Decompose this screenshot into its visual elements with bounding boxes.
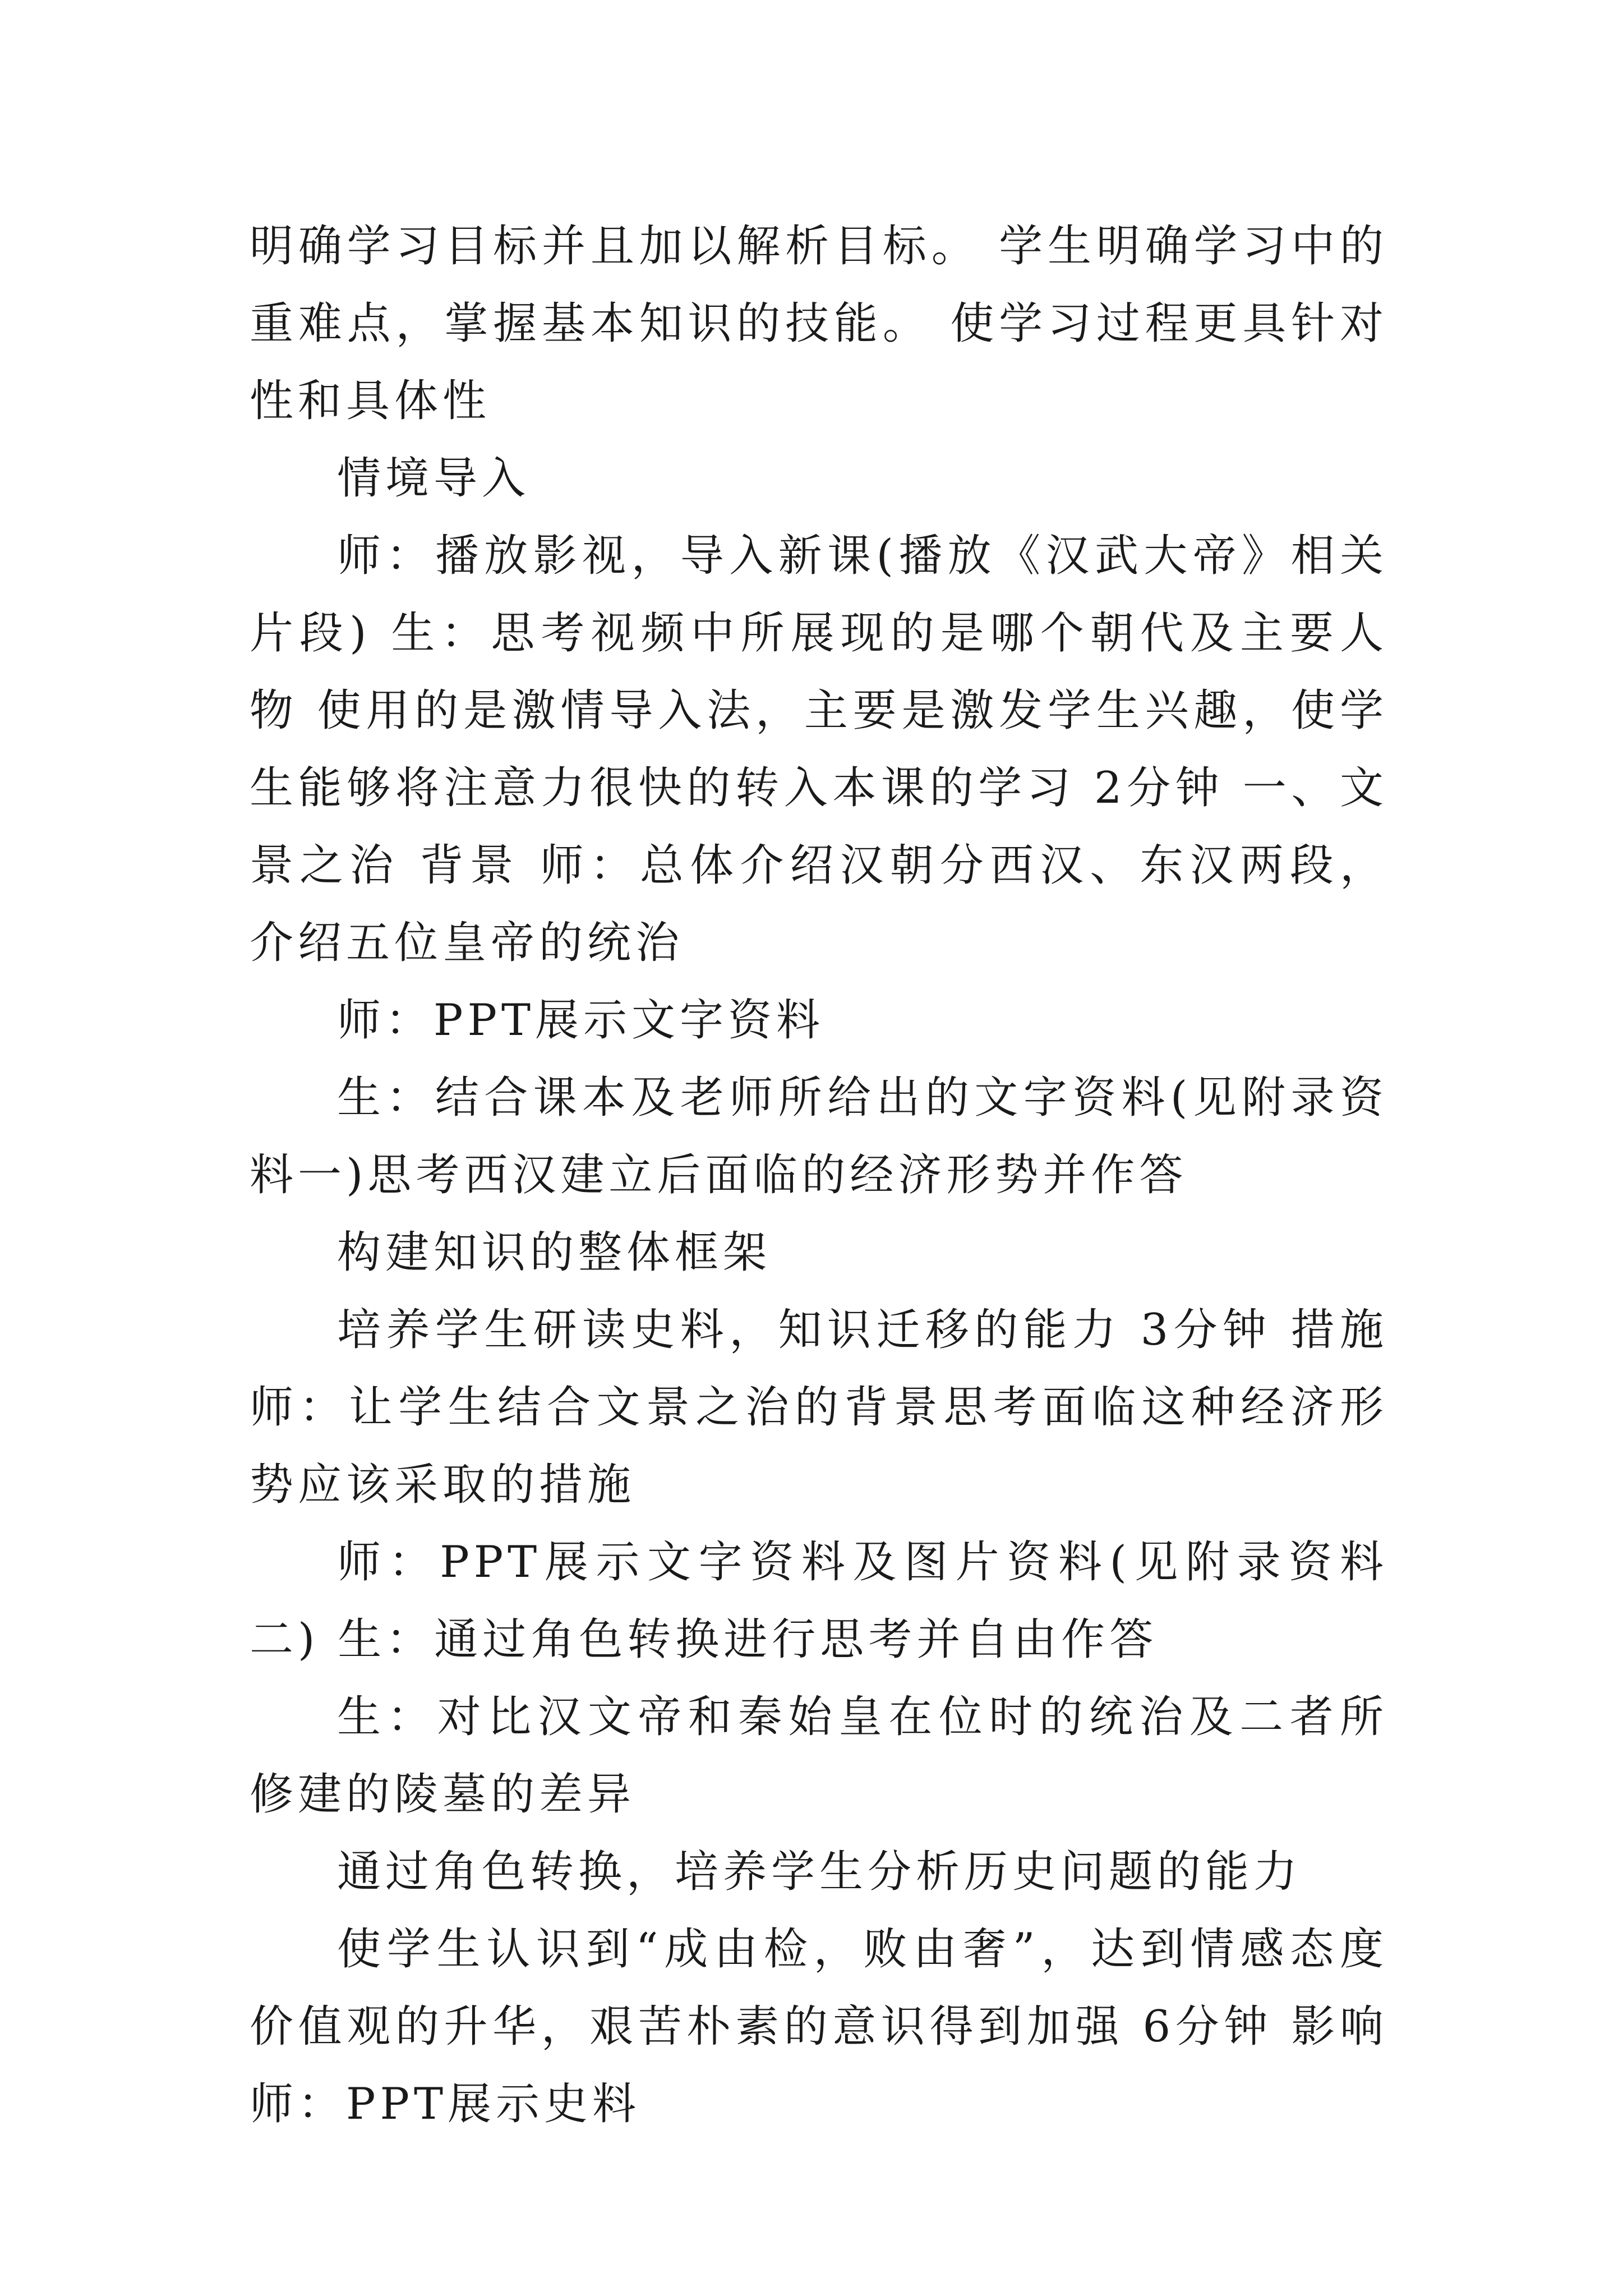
- paragraph-6: 构建知识的整体框架: [337, 1227, 772, 1278]
- paragraph-3: 师：播放影视，导入新课(播放《汉武大帝》相关片段) 生：思考视频中所展现的是哪个朝代及主要人物 使用的是激情导入法，主要是激发学生兴趣，使学生能够将注意力很快的转入本课的学习 2分钟 一、文景之治 背景 师：总体介绍汉朝分西汉、东汉两段，介绍五位皇帝的统治: [250, 531, 1388, 968]
- paragraph-10: 通过角色转换，培养学生分析历史问题的能力: [337, 1847, 1302, 1897]
- paragraph-9: 生：对比汉文帝和秦始皇在位时的统治及二者所修建的陵墓的差异: [250, 1692, 1388, 1820]
- paragraph-8: 师：PPT展示文字资料及图片资料(见附录资料二) 生：通过角色转换进行思考并自由作答: [250, 1537, 1388, 1665]
- paragraph-11: 使学生认识到“成由检，败由奢”，达到情感态度价值观的升华，艰苦朴素的意识得到加强 6分钟 影响 师：PPT展示史料: [250, 1924, 1388, 2129]
- paragraph-5: 生：结合课本及老师所给出的文字资料(见附录资料一)思考西汉建立后面临的经济形势并作答: [250, 1073, 1388, 1200]
- paragraph-4: 师：PPT展示文字资料: [337, 995, 824, 1046]
- document-body: [250, 208, 1388, 2143]
- paragraph-2: 情境导入: [337, 453, 531, 504]
- paragraph-7: 培养学生研读史料，知识迁移的能力 3分钟 措施 师：让学生结合文景之治的背景思考面临这种经济形势应该采取的措施: [250, 1305, 1388, 1510]
- paragraph-1: 明确学习目标并且加以解析目标。 学生明确学习中的重难点，掌握基本知识的技能。 使学习过程更具针对性和具体性: [250, 221, 1388, 426]
